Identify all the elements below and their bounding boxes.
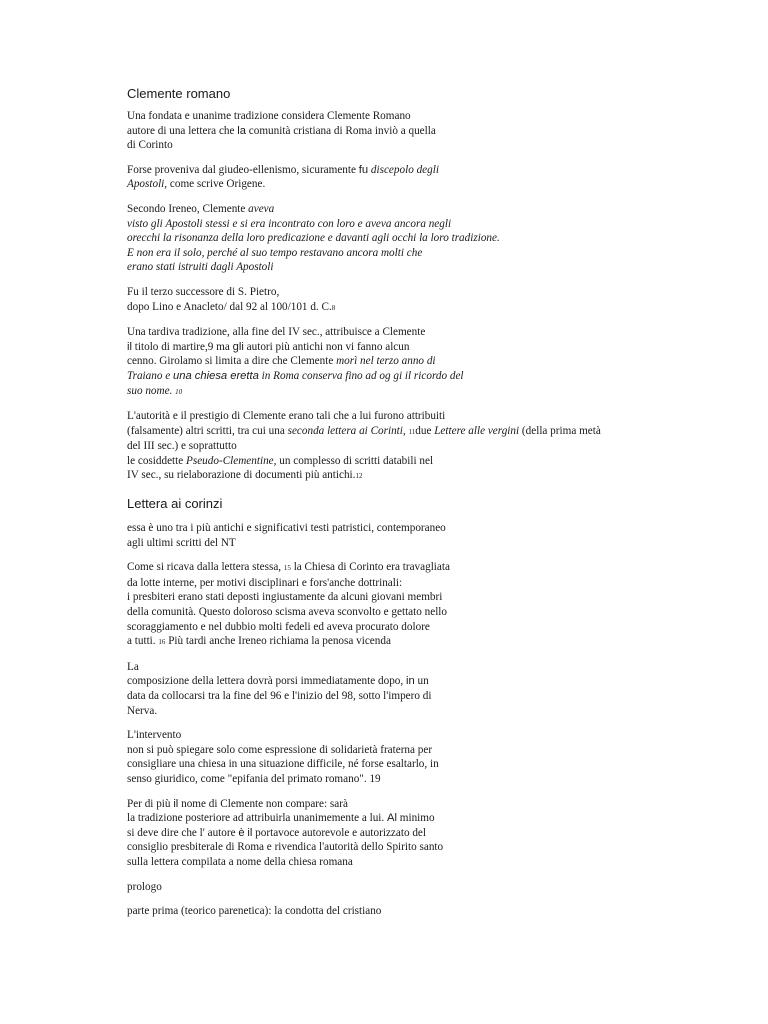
paragraph-ireneo: Secondo Ireneo, Clemente aveva visto gli Apostoli stessi e si era incontrato con loro e aveva ancora negli orecchi la risonanza della loro predicazione e davanti agli occhi la loro tradizione. E non era il solo, perché al suo tempo restavano ancora molti che erano stati istruiti dagli Apostoli bbox=[127, 202, 500, 274]
footnote-ref: 11 bbox=[408, 427, 416, 436]
paragraph-composition: La composizione della lettera dovrà porsi immediatamente dopo, in un data da collocarsi tra la fine del 96 e l'inizio del 98, sotto l'impero di Nerva. bbox=[127, 660, 432, 717]
heading-lettera-ai-corinzi: Lettera ai corinzi bbox=[127, 496, 223, 512]
paragraph-origins: Forse proveniva dal giudeo-ellenismo, sicuramente fu discepolo degli Apostoli, come scrive Origene. bbox=[127, 163, 439, 191]
footnote-ref: 10 bbox=[175, 387, 183, 396]
footnote-ref: 8 bbox=[331, 303, 336, 312]
footnote-ref: 16 bbox=[158, 638, 166, 647]
text-column bbox=[127, 86, 667, 929]
paragraph-ancient-texts: essa è uno tra i più antichi e significativi testi patristici, contemporaneo agli ultimi scritti del NT bbox=[127, 522, 446, 549]
paragraph-prologo: prologo bbox=[127, 880, 162, 893]
heading-clemente-romano: Clemente romano bbox=[127, 86, 231, 101]
paragraph-tradition: Una fondata e unanime tradizione considera Clemente Romano autore di una lettera che la comunità cristiana di Roma inviò a quella di Corinto bbox=[127, 110, 436, 152]
paragraph-parte-prima: parte prima (teorico parenetica): la condotta del cristiano bbox=[127, 905, 382, 918]
paragraph-successor: Fu il terzo successore di S. Pietro, dopo Lino e Anacleto/ dal 92 al 100/101 d. C.8 bbox=[127, 285, 336, 313]
paragraph-intervention: L'intervento non si può spiegare solo come espressione di solidarietà fraterna per consigliare una chiesa in una situazione difficile, né forse esaltarlo, in senso giuridico, come "epifania del primato romano". 19 bbox=[127, 729, 439, 785]
paragraph-martyr: Una tardiva tradizione, alla fine del IV sec., attribuisce a Clemente il titolo di martire,9 ma gli autori più antichi non vi fanno alcun cenno. Girolamo si limita a dire che Clemente morì nel terzo anno di Traiano e una chiesa eretta in Roma conserva fino ad og gi il ricordo del suo nome. 10 bbox=[127, 326, 464, 397]
footnote-ref: 15 bbox=[283, 564, 291, 573]
paragraph-attributed-writings: L'autorità e il prestigio di Clemente erano tali che a lui furono attribuiti (falsamente) altri scritti, tra cui una seconda lettera ai Corinti, 11due Lettere alle vergini (della prima metà del III sec.) e soprattutto le cosiddette Pseudo-Clementine, un complesso di scritti databili nel IV sec., su rielaborazione di documenti più antichi.12 bbox=[127, 410, 601, 482]
paragraph-authorship: Per di più il nome di Clemente non compare: sarà la tradizione posteriore ad attribuirla unanimemente a lui. Al minimo si deve dire che l' autore è il portavoce autorevole e autorizzato del consiglio presbiterale di Roma e rivendica l'autorità dello Spirito santo sulla lettera compilata a nome della chiesa romana bbox=[127, 797, 444, 868]
footnote-ref: 12 bbox=[355, 472, 363, 481]
paragraph-corinth-church: Come si ricava dalla lettera stessa, 15 la Chiesa di Corinto era travagliata da lotte interne, per motivi disciplinari e fors'anche dottrinali: i presbiteri erano stati deposti ingiustamente da alcuni giovani membri della comunità. Questo doloroso scisma aveva sconvolto e gettato nello scoraggiamento e nel dubbio molti fedeli ed aveva procurato dolore a tutti. 16 Più tardi anche Ireneo richiama la penosa vicenda bbox=[127, 561, 450, 648]
